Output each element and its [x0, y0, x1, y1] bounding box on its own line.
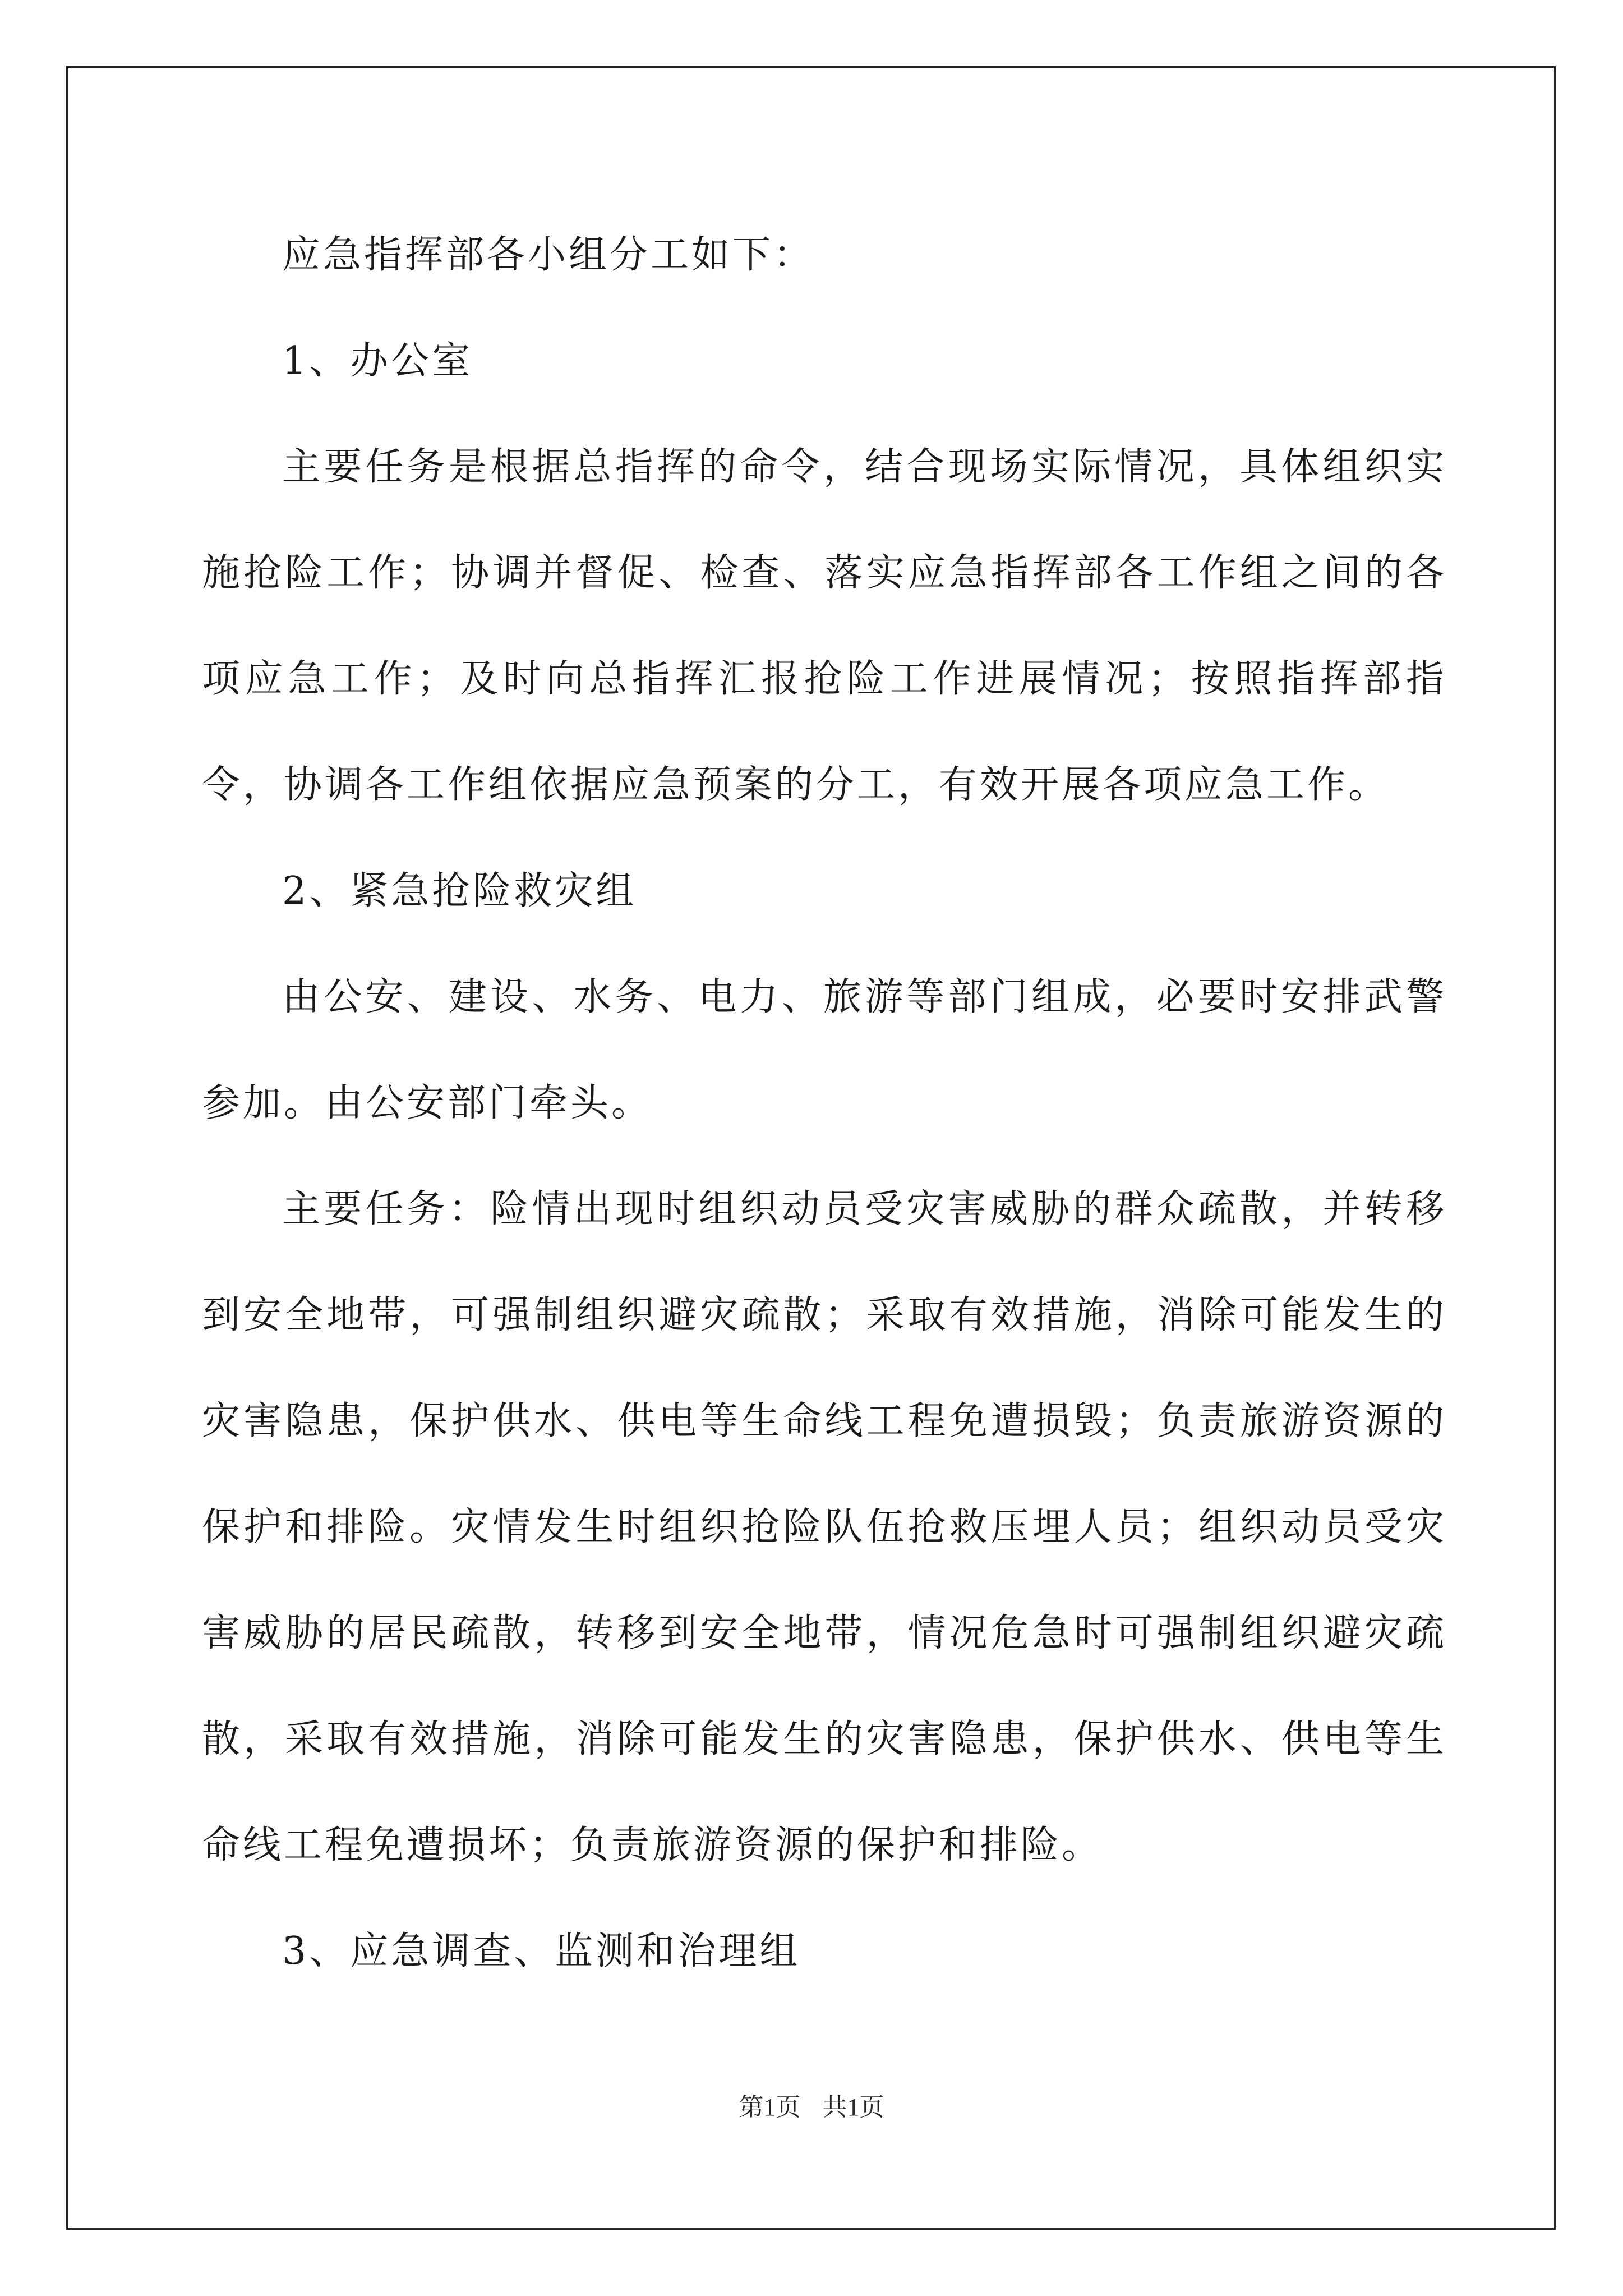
- page-footer: [0, 2087, 1623, 2123]
- intro-text: 应急指挥部各小组分工如下：: [282, 233, 815, 277]
- section-2-body-1: 由公安、建设、水务、电力、旅游等部门组成，必要时安排武警参加。由公安部门牵头。: [202, 975, 1447, 1125]
- section-1-body: 主要任务是根据总指挥的命令，结合现场实际情况，具体组织实施抢险工作；协调并督促、检查、落实应急指挥部各工作组之间的各项应急工作；及时向总指挥汇报抢险工作进展情况；按照指挥部指令，协调各工作组依据应急预案的分工，有效开展各项应急工作。: [202, 445, 1447, 807]
- section-2-title: 2、紧急抢险救灾组: [282, 869, 637, 913]
- document-body: [202, 202, 1447, 2004]
- page-total: 共1页: [822, 2093, 884, 2121]
- section-2-body-2: 主要任务：险情出现时组织动员受灾害威胁的群众疏散，并转移到安全地带，可强制组织避灾疏散；采取有效措施，消除可能发生的灾害隐患，保护供水、供电等生命线工程免遭损毁；负责旅游资源的保护和排险。灾情发生时组织抢险队伍抢救压埋人员；组织动员受灾害威胁的居民疏散，转移到安全地带，情况危急时可强制组织避灾疏散，采取有效措施，消除可能发生的灾害隐患，保护供水、供电等生命线工程免遭损坏；负责旅游资源的保护和排险。: [202, 1187, 1447, 1867]
- section-3-title: 3、应急调查、监测和治理组: [282, 1929, 801, 1973]
- page-number: 第1页: [739, 2093, 801, 2121]
- section-1-title: 1、办公室: [282, 339, 473, 383]
